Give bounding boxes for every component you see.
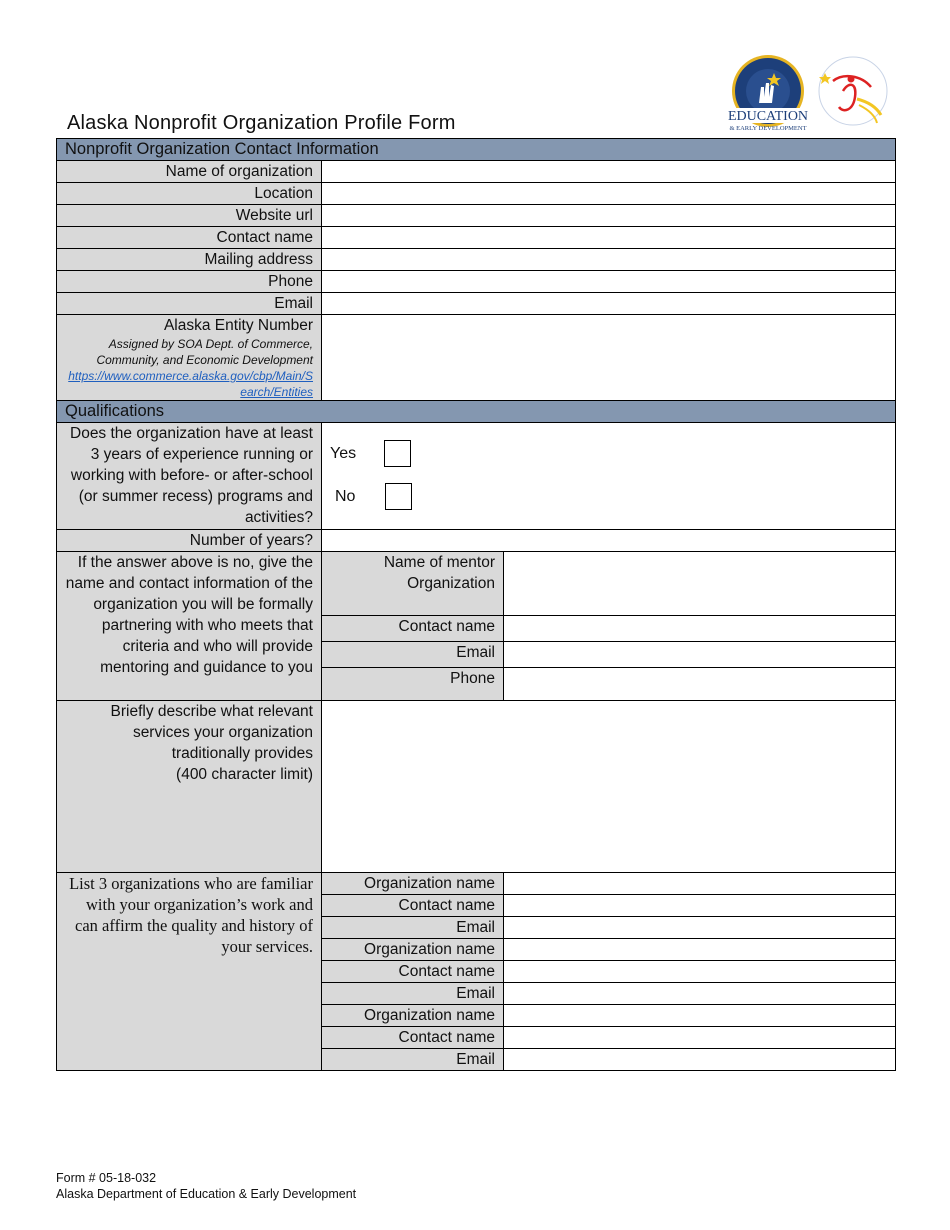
number-years-field[interactable] (322, 530, 896, 552)
mentor-phone-field[interactable] (504, 668, 896, 701)
label-mailing-address: Mailing address (57, 249, 322, 271)
website-field[interactable] (322, 205, 896, 227)
ref3-email-field[interactable] (504, 1049, 896, 1071)
describe-limit: (400 character limit) (176, 766, 313, 783)
yes-label: Yes (330, 445, 357, 462)
mentor-question: If the answer above is no, give the name and contact information of the organization you will be formally partnering with who meets that criteria and who will provide mentoring and guidance to you (57, 552, 322, 701)
describe-field[interactable] (322, 701, 896, 873)
label-mentor-contact: Contact name (322, 616, 504, 642)
label-number-years: Number of years? (57, 530, 322, 552)
cclc-logo (819, 57, 887, 125)
describe-question (57, 701, 322, 873)
label-mentor-phone: Phone (322, 668, 504, 701)
svg-text:EDUCATION: EDUCATION (727, 109, 809, 124)
page-title: Alaska Nonprofit Organization Profile Form (67, 112, 456, 134)
section-qualifications-header: Qualifications (57, 401, 896, 423)
label-phone: Phone (57, 271, 322, 293)
label-location: Location (57, 183, 322, 205)
label-ref3-email: Email (322, 1049, 504, 1071)
label-ref1-contact: Contact name (322, 895, 504, 917)
label-contact-name: Contact name (57, 227, 322, 249)
email-field[interactable] (322, 293, 896, 315)
mentor-email-field[interactable] (504, 642, 896, 668)
label-mentor-org: Name of mentor Organization (322, 552, 504, 616)
references-question: List 3 organizations who are familiar with your organization’s work and can affirm the quality and history of your services. (57, 873, 322, 1071)
label-ref3-contact: Contact name (322, 1027, 504, 1049)
label-ref1-org: Organization name (322, 873, 504, 895)
phone-field[interactable] (322, 271, 896, 293)
experience-answer (322, 423, 896, 530)
mailing-address-field[interactable] (322, 249, 896, 271)
label-entity-number (57, 315, 322, 401)
contact-name-field[interactable] (322, 227, 896, 249)
footer (56, 1170, 356, 1202)
no-label: No (335, 488, 356, 505)
describe-text: Briefly describe what relevant services your organization traditionally provides (110, 703, 313, 762)
form-number: Form # 05-18-032 (56, 1171, 157, 1185)
label-ref2-org: Organization name (322, 939, 504, 961)
ref1-email-field[interactable] (504, 917, 896, 939)
ref2-contact-field[interactable] (504, 961, 896, 983)
experience-question: Does the organization have at least 3 years of experience running or working with before- or after-school (or summer recess) programs and activities? (57, 423, 322, 530)
label-ref3-org: Organization name (322, 1005, 504, 1027)
department-name: Alaska Department of Education & Early Development (56, 1187, 357, 1201)
label-website: Website url (57, 205, 322, 227)
section-contact-header: Nonprofit Organization Contact Information (57, 139, 896, 161)
location-field[interactable] (322, 183, 896, 205)
org-name-field[interactable] (322, 161, 896, 183)
logos (725, 53, 895, 135)
label-ref2-contact: Contact name (322, 961, 504, 983)
ref2-org-field[interactable] (504, 939, 896, 961)
entity-link[interactable]: https://www.commerce.alaska.gov/cbp/Main/Search/Entities (68, 369, 313, 399)
ref1-org-field[interactable] (504, 873, 896, 895)
ref3-contact-field[interactable] (504, 1027, 896, 1049)
eed-logo (726, 55, 810, 132)
yes-checkbox[interactable] (384, 440, 411, 467)
label-org-name: Name of organization (57, 161, 322, 183)
entity-label: Alaska Entity Number (163, 317, 313, 334)
label-email: Email (57, 293, 322, 315)
no-checkbox[interactable] (385, 483, 412, 510)
mentor-contact-field[interactable] (504, 616, 896, 642)
entity-note: Assigned by SOA Dept. of Commerce, Community, and Economic Development (96, 337, 313, 367)
label-ref2-email: Email (322, 983, 504, 1005)
label-mentor-email: Email (322, 642, 504, 668)
ref3-org-field[interactable] (504, 1005, 896, 1027)
mentor-org-field[interactable] (504, 552, 896, 616)
entity-number-field[interactable] (322, 315, 896, 401)
svg-text:& EARLY DEVELOPMENT: & EARLY DEVELOPMENT (729, 125, 807, 132)
label-ref1-email: Email (322, 917, 504, 939)
ref1-contact-field[interactable] (504, 895, 896, 917)
ref2-email-field[interactable] (504, 983, 896, 1005)
profile-form (56, 138, 896, 1071)
